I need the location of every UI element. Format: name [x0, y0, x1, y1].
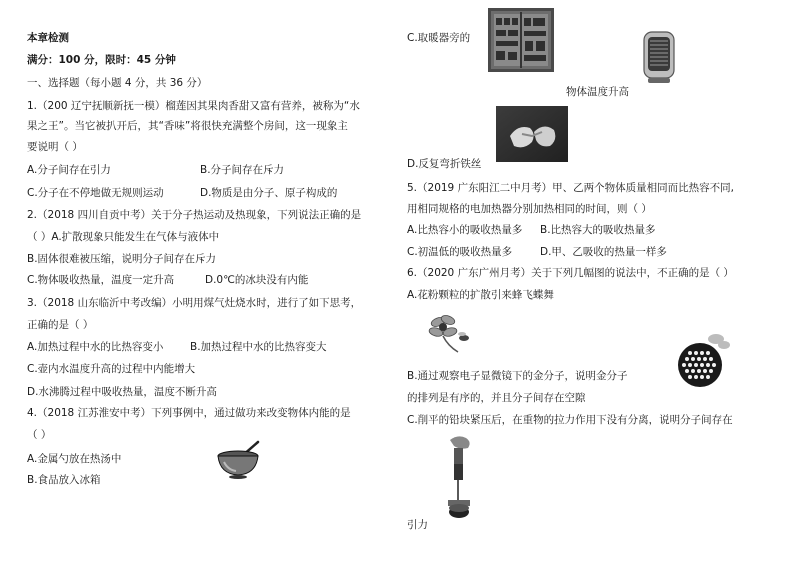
q4-option-b: B.食品放入冰箱: [27, 474, 101, 486]
q3-stem-line1: 3.（2018 山东临沂中考改编）小明用煤气灶烧水时，进行了如下思考，: [27, 297, 362, 309]
q3-option-a: A.加热过程中水的比热容变小: [27, 341, 164, 353]
q1-option-c: C.分子在不停地做无规则运动: [27, 187, 164, 199]
q5-stem-line1: 5.（2019 广东阳江二中月考）甲、乙两个物体质量相同而比热容不同,: [407, 182, 734, 194]
lead-blocks-weight-photo: [440, 432, 484, 522]
chapter-title: 本章检测: [27, 32, 69, 44]
q6-option-b-line1: B.通过观察电子显微镜下的金分子，说明金分子: [407, 370, 628, 382]
q3-option-d: D.水沸腾过程中吸收热量，温度不断升高: [27, 386, 217, 398]
q4-stem-line2: （ ）: [27, 429, 52, 441]
q5-option-c: C.初温低的吸收热量多: [407, 246, 513, 258]
gold-molecule-lattice-photo: [672, 331, 732, 389]
q6-option-c-line2: 引力: [407, 519, 428, 531]
q2-option-c: C.物体吸收热量，温度一定升高: [27, 274, 175, 286]
q1-option-a: A.分子间存在引力: [27, 164, 111, 176]
q5-option-b: B.比热容大的吸收热量多: [540, 224, 656, 236]
q2-option-d: D.0℃的冰块没有内能: [205, 274, 309, 286]
q3-stem-line2: 正确的是（ ）: [27, 319, 94, 331]
q1-stem-line2: 果之王”。当它被扒开后，其“香味”将很快充满整个房间，这一现象主: [27, 120, 348, 132]
q6-option-b-line2: 的排列是有序的，并且分子间存在空隙: [407, 392, 586, 404]
q1-stem-line3: 要说明（ ）: [27, 141, 83, 153]
q6-option-a: A.花粉颗粒的扩散引来蜂飞蝶舞: [407, 289, 554, 301]
q2-option-b: B.固体很难被压缩，说明分子间存在斥力: [27, 253, 217, 265]
q1-stem-line1: 1.（200 辽宁抚顺新抚一模）榴莲因其果肉香甜又富有营养，被称为“水: [27, 100, 360, 112]
space-heater-photo: [642, 28, 676, 84]
q6-option-c-line1: C.削平的铅块紧压后，在重物的拉力作用下没有分离，说明分子间存在: [407, 414, 733, 426]
q1-option-b: B.分子间存在斥力: [200, 164, 285, 176]
section-heading: 一、选择题（每小题 4 分，共 36 分）: [27, 77, 208, 89]
flower-bee-photo: [418, 308, 478, 356]
q1-option-d: D.物质是由分子、原子构成的: [200, 187, 338, 199]
q4-stem-line1: 4.（2018 江苏淮安中考）下列事例中，通过做功来改变物体内能的是: [27, 407, 351, 419]
bowl-with-spoon-icon: [214, 440, 262, 480]
q5-option-a: A.比热容小的吸收热量多: [407, 224, 523, 236]
q2-stem-line1: 2.（2018 四川自贡中考）关于分子热运动及热现象，下列说法正确的是: [27, 209, 362, 221]
bending-wire-hands-photo: [496, 106, 568, 162]
q3-option-b: B.加热过程中水的比热容变大: [190, 341, 327, 353]
q5-stem-line2: 用相同规格的电加热器分别加热相同的时间，则（ ）: [407, 203, 652, 215]
q4-option-a: A.金属勺放在热汤中: [27, 453, 122, 465]
q3-option-c: C.壶内水温度升高的过程中内能增大: [27, 363, 196, 375]
refrigerator-photo: [488, 8, 554, 72]
q4-option-d-text: D.反复弯折铁丝: [407, 158, 482, 170]
score-time-line: 满分：100 分，限时：45 分钟: [27, 54, 176, 66]
q4-caption: 物体温度升高: [566, 86, 629, 98]
q5-option-d: D.甲、乙吸收的热量一样多: [540, 246, 667, 258]
q2-stem-line2: （ ）A.扩散现象只能发生在气体与液体中: [27, 231, 220, 243]
q6-stem: 6.（2020 广东广州月考）关于下列几幅图的说法中，不正确的是（ ）: [407, 267, 734, 279]
q4-option-c-text: C.取暖器旁的: [407, 32, 471, 44]
